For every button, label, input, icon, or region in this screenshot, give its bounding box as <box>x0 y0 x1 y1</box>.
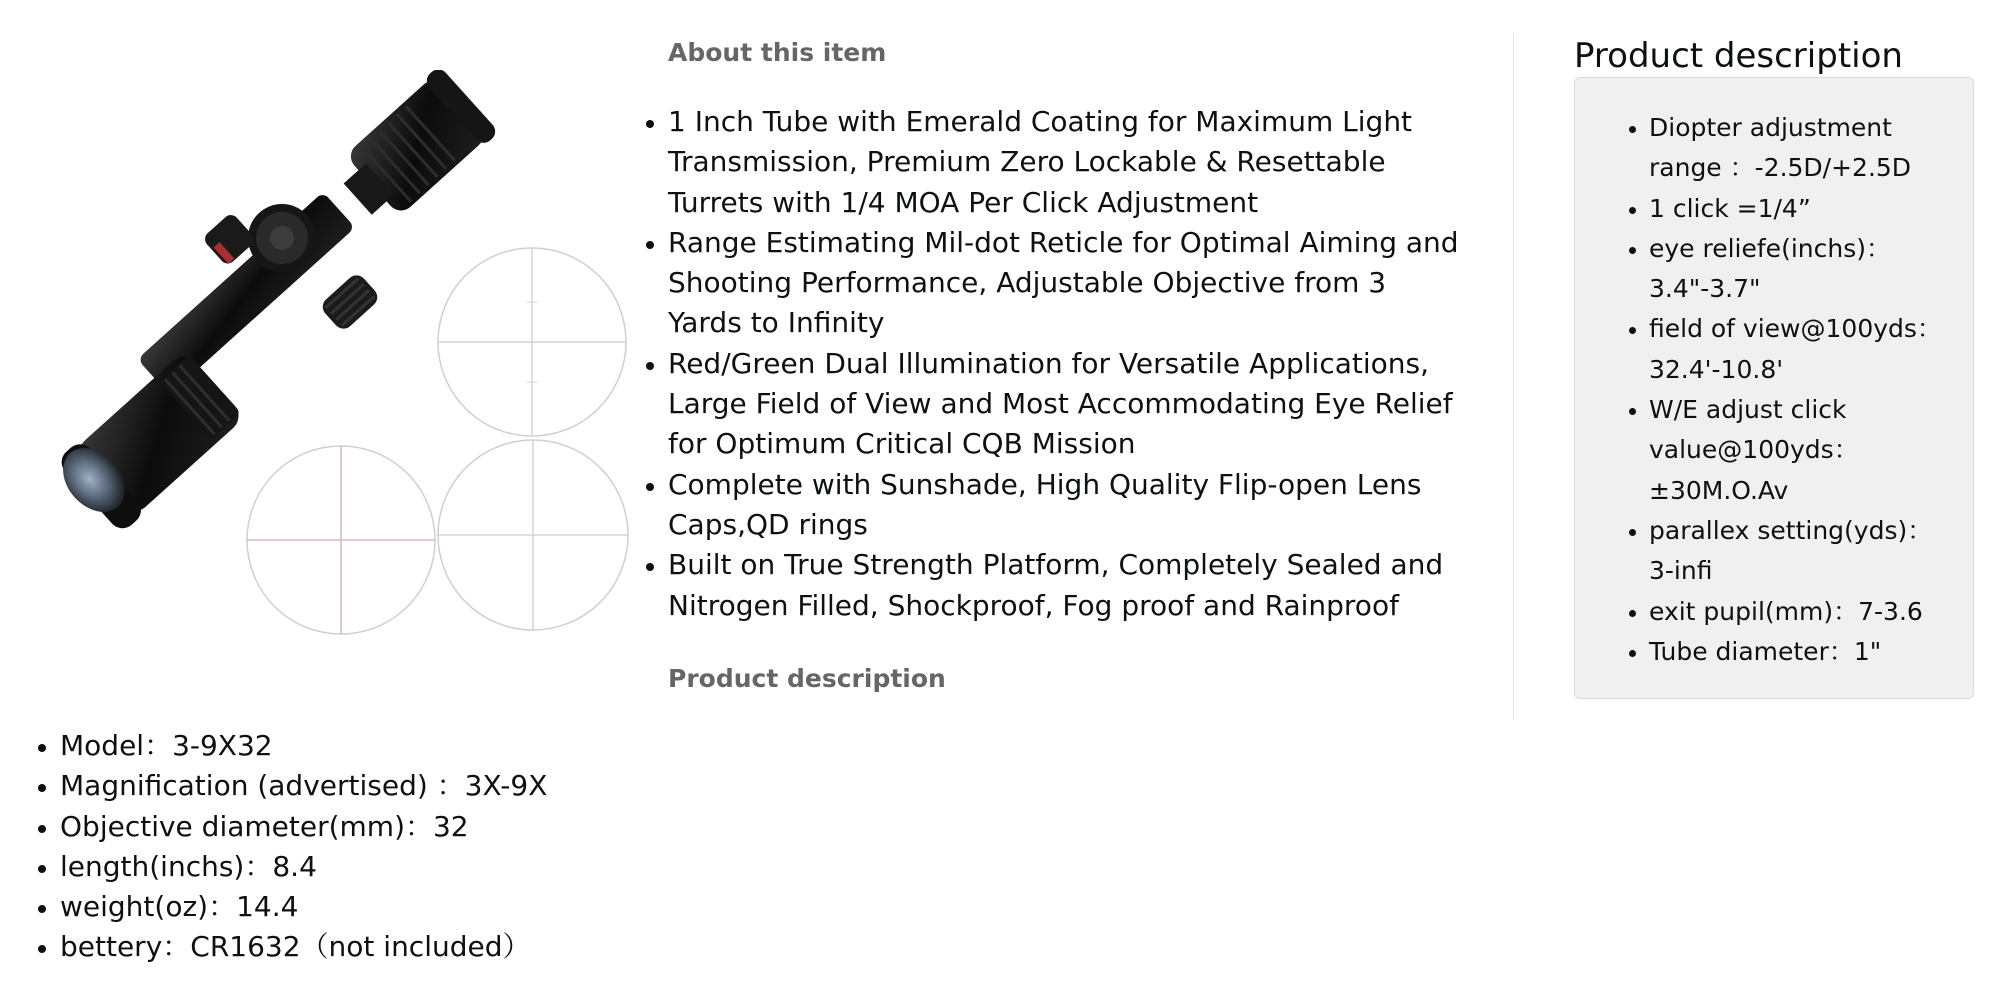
about-bullet: • 1 Inch Tube with Emerald Coating for Maximum Light Transmission, Premium Zero Lockable & Resettable Turrets with 1/4 MOA Per Click Adjustment <box>668 102 1468 223</box>
side-spec-item: • W/E adjust click value@100yds：±30M.O.Av <box>1649 390 1953 511</box>
product-spec-item: • weight(oz)：14.4 <box>60 887 547 927</box>
product-spec-list <box>60 726 547 968</box>
product-image <box>50 70 640 645</box>
side-spec-item: • Tube diameter：1" <box>1649 632 1953 672</box>
reticle-diagram-gray <box>438 440 628 630</box>
about-bullet: • Red/Green Dual Illumination for Versatile Applications, Large Field of View and Most Accommodating Eye Relief for Optimum Critical CQB Mission <box>668 344 1468 465</box>
reticle-diagram-red <box>247 446 435 634</box>
product-spec-item: • Magnification (advertised) ：3X-9X <box>60 766 547 806</box>
product-spec-item: • bettery：CR1632（not included） <box>60 927 547 967</box>
about-heading: About this item <box>668 38 887 67</box>
side-spec-item: • exit pupil(mm)：7-3.6 <box>1649 592 1953 632</box>
side-spec-item: • 1 click =1/4” <box>1649 189 1953 229</box>
product-spec-item: • Objective diameter(mm)：32 <box>60 807 547 847</box>
side-panel-title: Product description <box>1574 36 1903 76</box>
about-bullet-list <box>668 102 1468 626</box>
product-spec-item: • Model：3-9X32 <box>60 726 547 766</box>
riflescope <box>51 70 500 534</box>
side-spec-panel <box>1574 77 1974 699</box>
side-spec-list <box>1649 108 1953 672</box>
reticle-diagram-top <box>438 248 626 436</box>
about-bullet: • Range Estimating Mil-dot Reticle for Optimal Aiming and Shooting Performance, Adjustable Objective from 3 Yards to Infinity <box>668 223 1468 344</box>
product-description-heading: Product description <box>668 664 946 693</box>
column-divider <box>1513 34 1514 720</box>
product-spec-item: • length(inchs)：8.4 <box>60 847 547 887</box>
about-bullet: • Built on True Strength Platform, Completely Sealed and Nitrogen Filled, Shockproof, Fog proof and Rainproof <box>668 545 1468 626</box>
side-spec-item: • parallex setting(yds)：3-infi <box>1649 511 1953 592</box>
side-spec-item: • eye reliefe(inchs)：3.4"-3.7" <box>1649 229 1953 310</box>
side-spec-item: • field of view@100yds：32.4'-10.8' <box>1649 309 1953 390</box>
about-bullet: • Complete with Sunshade, High Quality Flip-open Lens Caps,QD rings <box>668 465 1468 546</box>
side-spec-item: • Diopter adjustment range ：-2.5D/+2.5D <box>1649 108 1953 189</box>
